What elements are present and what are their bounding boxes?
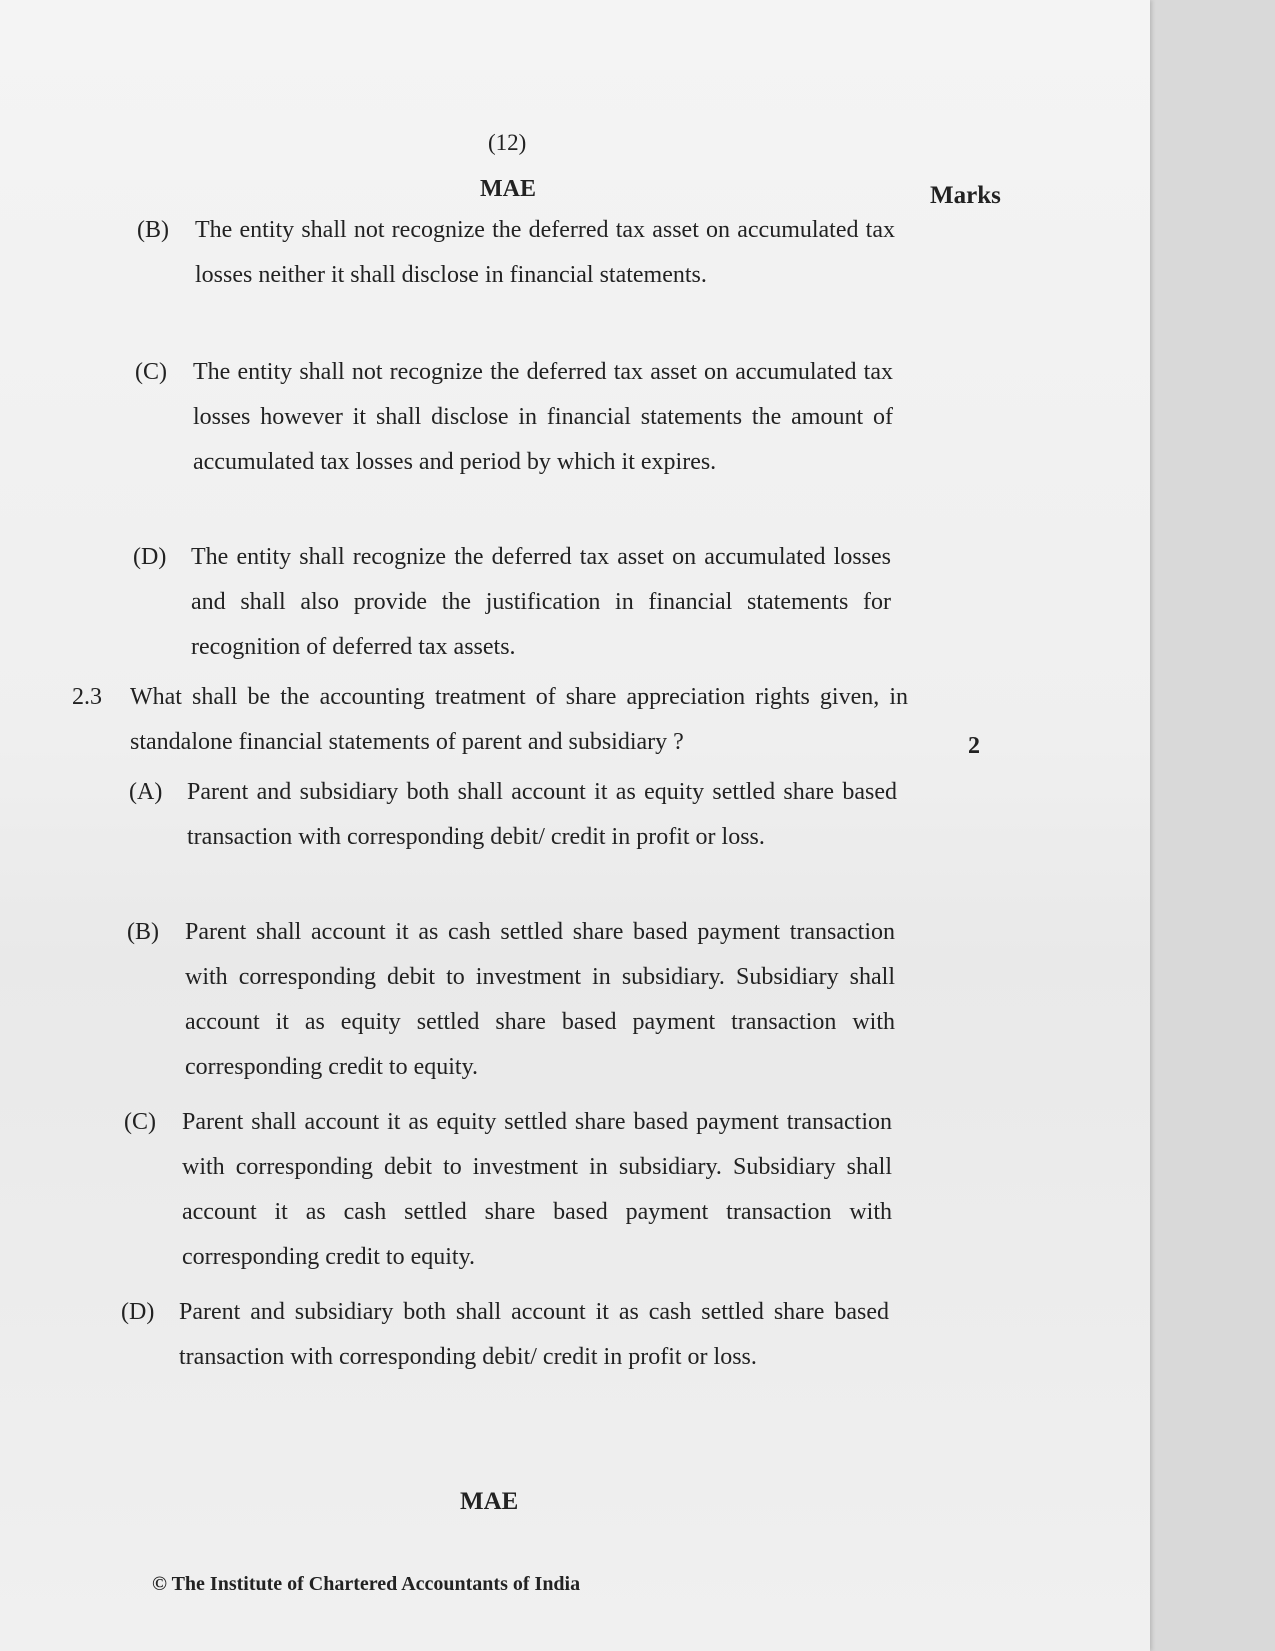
option-letter: (D): [133, 544, 167, 570]
question-text: What shall be the accounting treatment of share appreciation rights given, in standalone financial statements of parent and subsidiary ?: [130, 684, 908, 755]
question-number: 2.3: [72, 684, 102, 710]
option-d: [121, 1290, 891, 1425]
option-letter: (B): [137, 217, 169, 243]
page-number: (12): [488, 130, 527, 155]
option-text: Parent and subsidiary both shall account it as cash settled share based transaction with corresponding debit/ credit in profit or loss.: [179, 1299, 889, 1370]
option-letter: (C): [135, 359, 167, 385]
option-letter: (A): [129, 779, 163, 805]
option-c: [124, 1100, 894, 1280]
option-letter: (B): [127, 919, 159, 945]
option-b: [127, 910, 897, 1090]
option-text: Parent shall account it as equity settled share based payment transaction with corresponding debit to investment in subsidiary. Subsidiary shall account it as cash settled share based payment transaction with corresponding credit to equity.: [182, 1109, 892, 1270]
prev-option-b: [137, 208, 897, 343]
option-letter: (C): [124, 1109, 156, 1135]
option-a: [129, 770, 899, 905]
option-letter: (D): [121, 1299, 155, 1325]
option-text: The entity shall not recognize the deferred tax asset on accumulated tax losses however it shall disclose in financial statements the amount of accumulated tax losses and period by which it expires.: [193, 359, 893, 475]
option-text: Parent shall account it as cash settled share based payment transaction with corresponding debit to investment in subsidiary. Subsidiary shall account it as equity settled share based payment transaction with corresponding credit to equity.: [185, 919, 895, 1080]
question-2-3: [72, 675, 912, 765]
question-marks: 2: [968, 733, 980, 759]
header-paper-code: MAE: [480, 176, 536, 202]
option-text: The entity shall not recognize the deferred tax asset on accumulated tax losses neither it shall disclose in financial statements.: [195, 217, 895, 288]
copyright-notice: © The Institute of Chartered Accountants of India: [152, 1573, 581, 1595]
option-text: Parent and subsidiary both shall account it as equity settled share based transaction with corresponding debit/ credit in profit or loss.: [187, 779, 897, 850]
footer-paper-code: MAE: [460, 1488, 519, 1515]
prev-option-d: [133, 535, 893, 670]
option-text: The entity shall recognize the deferred tax asset on accumulated losses and shall also provide the justification in financial statements for recognition of deferred tax assets.: [191, 544, 891, 660]
marks-column-label: Marks: [930, 182, 1001, 209]
prev-option-c: [135, 350, 895, 530]
